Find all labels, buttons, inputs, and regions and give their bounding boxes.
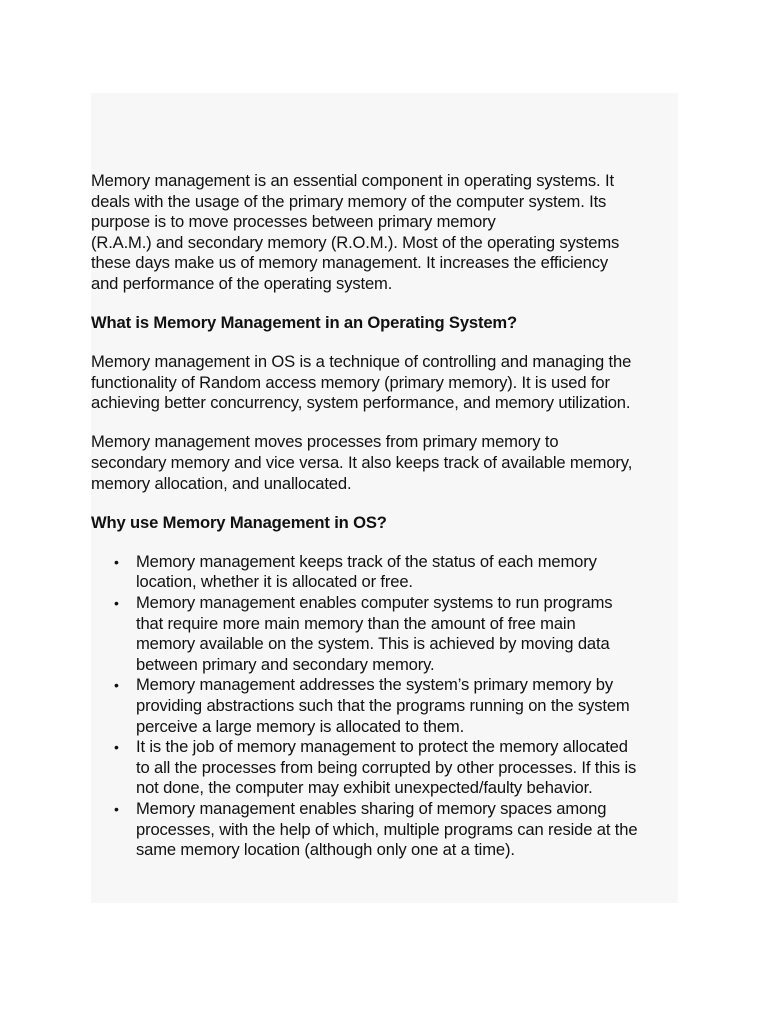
list-item-line: perceive a large memory is allocated to them. xyxy=(136,716,465,736)
intro-line: and performance of the operating system. xyxy=(91,273,393,293)
list-item xyxy=(114,798,691,861)
bullet-icon: • xyxy=(114,739,119,756)
definition-paragraph xyxy=(91,352,691,414)
list-item xyxy=(114,737,691,799)
list-item xyxy=(114,551,691,593)
list-item-line: Memory management keeps track of the status of each memory xyxy=(136,551,597,571)
bullet-icon: • xyxy=(114,800,119,817)
list-item-line: processes, with the help of which, multiple programs can reside at the xyxy=(136,819,638,839)
list-item-line: location, whether it is allocated or free. xyxy=(136,572,413,592)
list-item-line: Memory management addresses the system’s primary memory by xyxy=(136,675,613,695)
list-item-line: It is the job of memory management to protect the memory allocated xyxy=(136,737,628,757)
process-line: memory allocation, and unallocated. xyxy=(91,473,352,493)
section-heading-why-use: Why use Memory Management in OS? xyxy=(91,512,387,532)
document-body xyxy=(91,171,691,861)
process-paragraph xyxy=(91,432,691,494)
intro-line: deals with the usage of the primary memory of the computer system. Its xyxy=(91,191,607,211)
process-line: Memory management moves processes from primary memory to xyxy=(91,432,559,452)
list-item-line: Memory management enables sharing of memory spaces among xyxy=(136,798,607,818)
list-item xyxy=(114,675,691,737)
reasons-list xyxy=(91,552,691,861)
bullet-icon: • xyxy=(114,677,119,694)
intro-line: these days make us of memory management. It increases the efficiency xyxy=(91,253,609,273)
definition-line: Memory management in OS is a technique of controlling and managing the xyxy=(91,352,632,372)
section-heading-what-is: What is Memory Management in an Operating System? xyxy=(91,313,518,333)
list-item-line: memory available on the system. This is achieved by moving data xyxy=(136,634,610,654)
list-item xyxy=(114,593,691,675)
bullet-icon: • xyxy=(114,595,119,611)
process-line: secondary memory and vice versa. It also keeps track of available memory, xyxy=(91,453,633,473)
intro-line: Memory management is an essential component in operating systems. It xyxy=(91,171,614,190)
intro-line: purpose is to move processes between primary memory xyxy=(91,212,496,232)
list-item-line: that require more main memory than the amount of free main xyxy=(136,613,576,633)
document-page xyxy=(91,93,678,903)
list-item-line: to all the processes from being corrupted by other processes. If this is xyxy=(136,757,637,777)
definition-line: functionality of Random access memory (primary memory). It is used for xyxy=(91,372,610,392)
intro-line: (R.A.M.) and secondary memory (R.O.M.). Most of the operating systems xyxy=(91,232,620,252)
list-item-line: between primary and secondary memory. xyxy=(136,654,435,674)
list-item-line: not done, the computer may exhibit unexpected/faulty behavior. xyxy=(136,778,593,798)
list-item-line: same memory location (although only one at a time). xyxy=(136,840,515,860)
list-item-line: providing abstractions such that the programs running on the system xyxy=(136,695,630,715)
list-item-line: Memory management enables computer systems to run programs xyxy=(136,593,613,612)
intro-paragraph xyxy=(91,171,691,295)
bullet-icon: • xyxy=(114,553,119,570)
definition-line: achieving better concurrency, system performance, and memory utilization. xyxy=(91,393,631,413)
